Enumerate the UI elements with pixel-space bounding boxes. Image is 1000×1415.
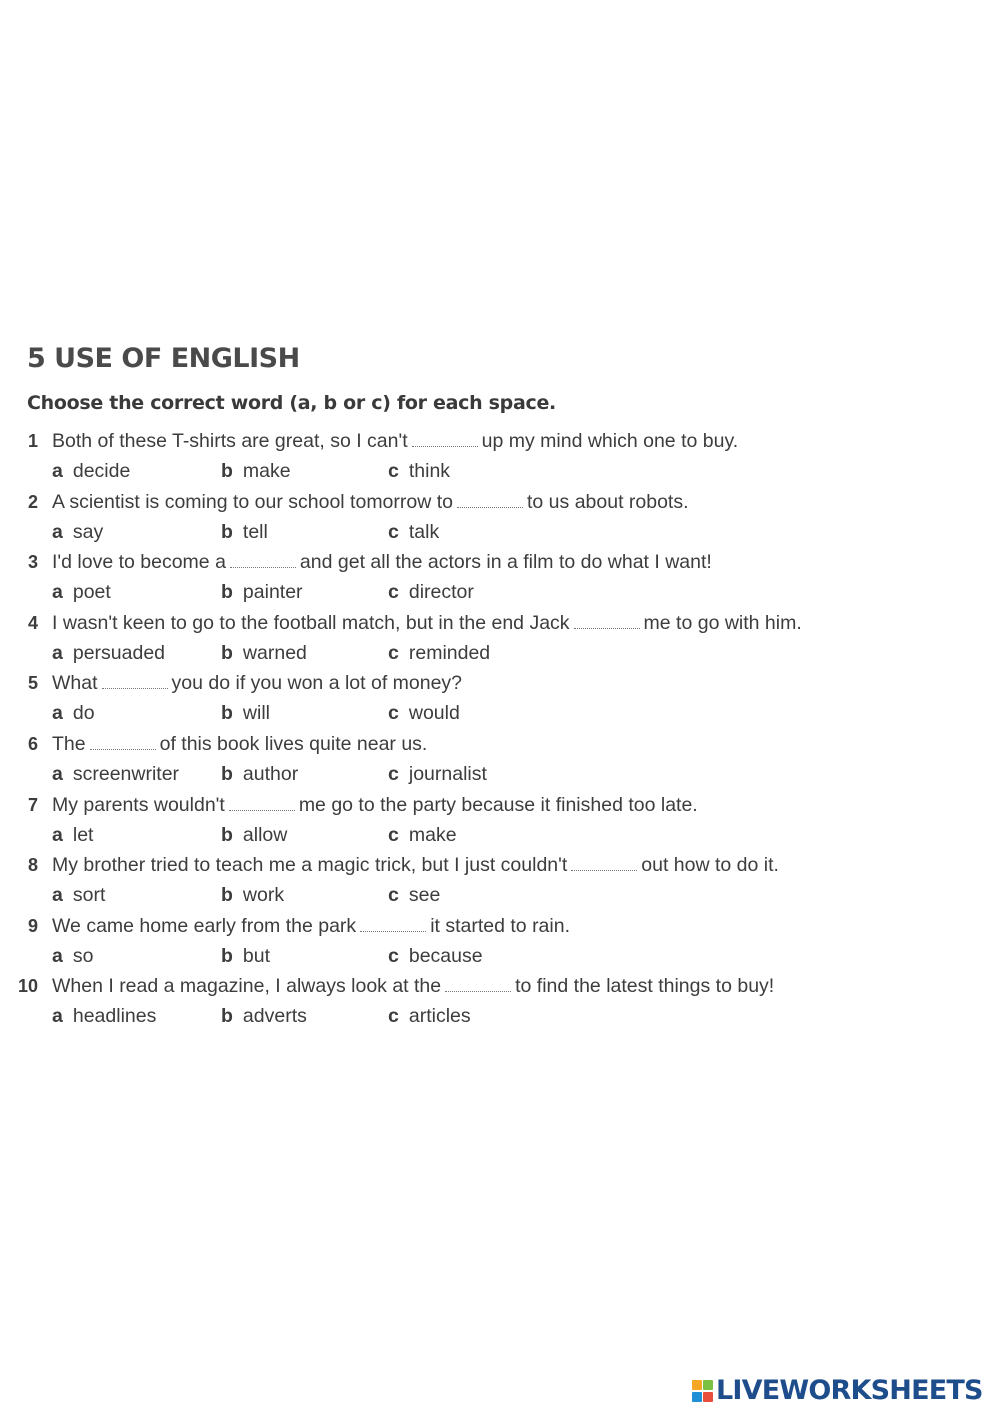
option-b[interactable]	[221, 821, 287, 849]
option-letter: c	[388, 641, 399, 664]
logo-block-4	[703, 1392, 713, 1402]
question-text-after: me to go with him.	[643, 611, 802, 634]
option-letter: b	[221, 944, 233, 967]
question-text-after: out how to do it.	[641, 854, 779, 877]
option-letter: b	[221, 884, 233, 907]
option-text: warned	[242, 641, 307, 664]
option-letter: c	[388, 1005, 399, 1028]
answer-blank[interactable]	[102, 678, 168, 689]
option-text: allow	[242, 823, 288, 846]
question-text-after: it started to rain.	[430, 914, 571, 937]
question-text-before: When I read a magazine, I always look at the	[52, 975, 442, 998]
question-text	[52, 972, 774, 1000]
option-a[interactable]	[52, 942, 93, 970]
option-letter: b	[221, 1005, 233, 1028]
question-number: 8	[27, 855, 38, 876]
option-letter: a	[52, 460, 63, 482]
option-letter: c	[388, 762, 399, 785]
option-a[interactable]	[52, 1002, 156, 1030]
logo-block-2	[703, 1380, 713, 1390]
option-text: talk	[408, 520, 440, 543]
option-letter: b	[221, 641, 233, 664]
option-text: reminded	[408, 641, 491, 664]
option-a[interactable]	[52, 760, 179, 788]
question-number: 9	[27, 915, 38, 936]
option-letter: a	[52, 762, 63, 785]
question-text-before: I wasn't keen to go to the football match, but in the end Jack	[52, 611, 570, 634]
option-c[interactable]	[388, 457, 450, 485]
question-text	[52, 791, 698, 819]
option-text: articles	[408, 1005, 471, 1028]
question-text-after: to us about robots.	[527, 490, 689, 513]
brand-name: LIVEWORKSHEETS	[716, 1375, 983, 1406]
question-number: 10	[17, 976, 38, 997]
option-text: journalist	[408, 762, 487, 785]
option-a[interactable]	[52, 457, 130, 485]
option-text: poet	[72, 581, 111, 604]
answer-blank[interactable]	[571, 860, 637, 871]
question-text	[52, 669, 462, 697]
option-letter: a	[52, 1005, 63, 1028]
question-number: 2	[27, 491, 38, 512]
answer-blank[interactable]	[230, 557, 296, 568]
option-letter: b	[221, 520, 233, 543]
option-c[interactable]	[388, 639, 490, 667]
option-c[interactable]	[388, 699, 460, 727]
question-text-after: up my mind which one to buy.	[481, 430, 739, 452]
option-letter: b	[221, 823, 233, 846]
option-c[interactable]	[388, 942, 483, 970]
option-letter: b	[221, 702, 233, 725]
option-text: because	[408, 944, 483, 967]
question-text-after: of this book lives quite near us.	[159, 732, 428, 755]
question-number: 1	[27, 431, 38, 451]
option-text: sort	[72, 884, 106, 907]
option-letter: a	[52, 520, 63, 543]
option-text: make	[242, 460, 291, 482]
option-a[interactable]	[52, 699, 95, 727]
question-text-before: What	[52, 672, 98, 695]
option-text: adverts	[242, 1005, 307, 1028]
option-text: will	[242, 702, 271, 725]
option-b[interactable]	[221, 699, 270, 727]
option-b[interactable]	[221, 760, 298, 788]
question-text	[52, 488, 689, 516]
question-item	[0, 486, 1000, 547]
answer-blank[interactable]	[229, 800, 295, 811]
section-title: 5 USE OF ENGLISH	[27, 343, 300, 374]
option-letter: c	[388, 884, 399, 907]
option-letter: a	[52, 884, 63, 907]
option-letter: c	[388, 520, 399, 543]
option-c[interactable]	[388, 1002, 471, 1030]
option-b[interactable]	[221, 942, 270, 970]
option-text: screenwriter	[72, 762, 180, 785]
option-b[interactable]	[221, 518, 268, 546]
option-text: persuaded	[72, 641, 166, 664]
option-text: see	[408, 884, 441, 907]
option-a[interactable]	[52, 821, 93, 849]
option-text: say	[72, 520, 104, 543]
option-text: work	[242, 884, 285, 907]
option-a[interactable]	[52, 578, 111, 606]
question-text-before: The	[52, 732, 86, 755]
option-letter: c	[388, 944, 399, 967]
question-item	[0, 425, 1000, 486]
instruction: Choose the correct word (a, b or c) for each space.	[27, 392, 556, 414]
question-number: 4	[27, 612, 38, 633]
option-text: so	[72, 944, 94, 967]
option-letter: c	[388, 823, 399, 846]
question-text-before: My brother tried to teach me a magic trick, but I just couldn't	[52, 854, 568, 877]
option-text: think	[408, 460, 451, 482]
option-text: do	[72, 702, 95, 725]
answer-blank[interactable]	[574, 618, 640, 629]
question-item	[0, 849, 1000, 910]
liveworksheets-brand[interactable]	[692, 1376, 983, 1406]
question-text-after: to find the latest things to buy!	[515, 975, 775, 998]
option-letter: a	[52, 641, 63, 664]
option-text: author	[242, 762, 299, 785]
option-text: headlines	[72, 1005, 157, 1028]
question-number: 3	[27, 552, 38, 573]
option-a[interactable]	[52, 518, 103, 546]
question-text	[52, 609, 802, 637]
question-item	[0, 789, 1000, 850]
option-letter: c	[388, 460, 399, 482]
logo-block-3	[692, 1392, 702, 1402]
question-item	[0, 607, 1000, 668]
option-a[interactable]	[52, 881, 105, 909]
question-text	[52, 912, 570, 940]
option-c[interactable]	[388, 760, 487, 788]
option-c[interactable]	[388, 578, 474, 606]
option-b[interactable]	[221, 1002, 307, 1030]
option-a[interactable]	[52, 639, 165, 667]
question-number: 6	[27, 733, 38, 754]
option-b[interactable]	[221, 881, 284, 909]
question-text-after: me go to the party because it finished too late.	[298, 793, 698, 816]
question-text-before: We came home early from the park	[52, 914, 357, 937]
option-text: tell	[242, 520, 268, 543]
question-item	[0, 667, 1000, 728]
option-b[interactable]	[221, 457, 291, 485]
option-letter: a	[52, 823, 63, 846]
question-item	[0, 728, 1000, 789]
option-letter: a	[52, 702, 63, 725]
option-letter: c	[388, 581, 399, 604]
question-number: 7	[27, 794, 38, 815]
option-letter: a	[52, 581, 63, 604]
question-text-before: Both of these T-shirts are great, so I can't	[52, 430, 408, 452]
option-c[interactable]	[388, 518, 439, 546]
option-text: decide	[72, 460, 131, 482]
option-text: director	[408, 581, 474, 604]
option-text: but	[242, 944, 271, 967]
question-text-before: I'd love to become a	[52, 551, 226, 574]
liveworksheets-logo-icon	[692, 1378, 714, 1404]
question-list	[0, 425, 1000, 1031]
option-letter: b	[221, 762, 233, 785]
option-letter: c	[388, 702, 399, 725]
answer-blank[interactable]	[445, 981, 511, 992]
logo-block-1	[692, 1380, 702, 1390]
question-text-before: My parents wouldn't	[52, 793, 225, 816]
option-text: painter	[242, 581, 303, 604]
option-c[interactable]	[388, 881, 440, 909]
question-item	[0, 546, 1000, 607]
answer-blank[interactable]	[90, 739, 156, 750]
question-text	[52, 427, 738, 455]
option-letter: a	[52, 944, 63, 967]
option-letter: b	[221, 460, 233, 482]
question-item	[0, 910, 1000, 971]
answer-blank[interactable]	[412, 436, 478, 447]
option-letter: b	[221, 581, 233, 604]
option-b[interactable]	[221, 578, 303, 606]
question-text	[52, 548, 712, 576]
question-text	[52, 851, 779, 879]
question-text-after: you do if you won a lot of money?	[171, 672, 463, 695]
option-c[interactable]	[388, 821, 457, 849]
question-text-after: and get all the actors in a film to do what I want!	[299, 551, 712, 574]
answer-blank[interactable]	[457, 497, 523, 508]
option-text: make	[408, 823, 457, 846]
question-item	[0, 970, 1000, 1031]
option-b[interactable]	[221, 639, 307, 667]
answer-blank[interactable]	[360, 921, 426, 932]
question-text-before: A scientist is coming to our school tomorrow to	[52, 490, 453, 513]
option-text: let	[72, 823, 94, 846]
question-text	[52, 730, 427, 758]
question-number: 5	[27, 673, 38, 694]
option-text: would	[408, 702, 460, 725]
